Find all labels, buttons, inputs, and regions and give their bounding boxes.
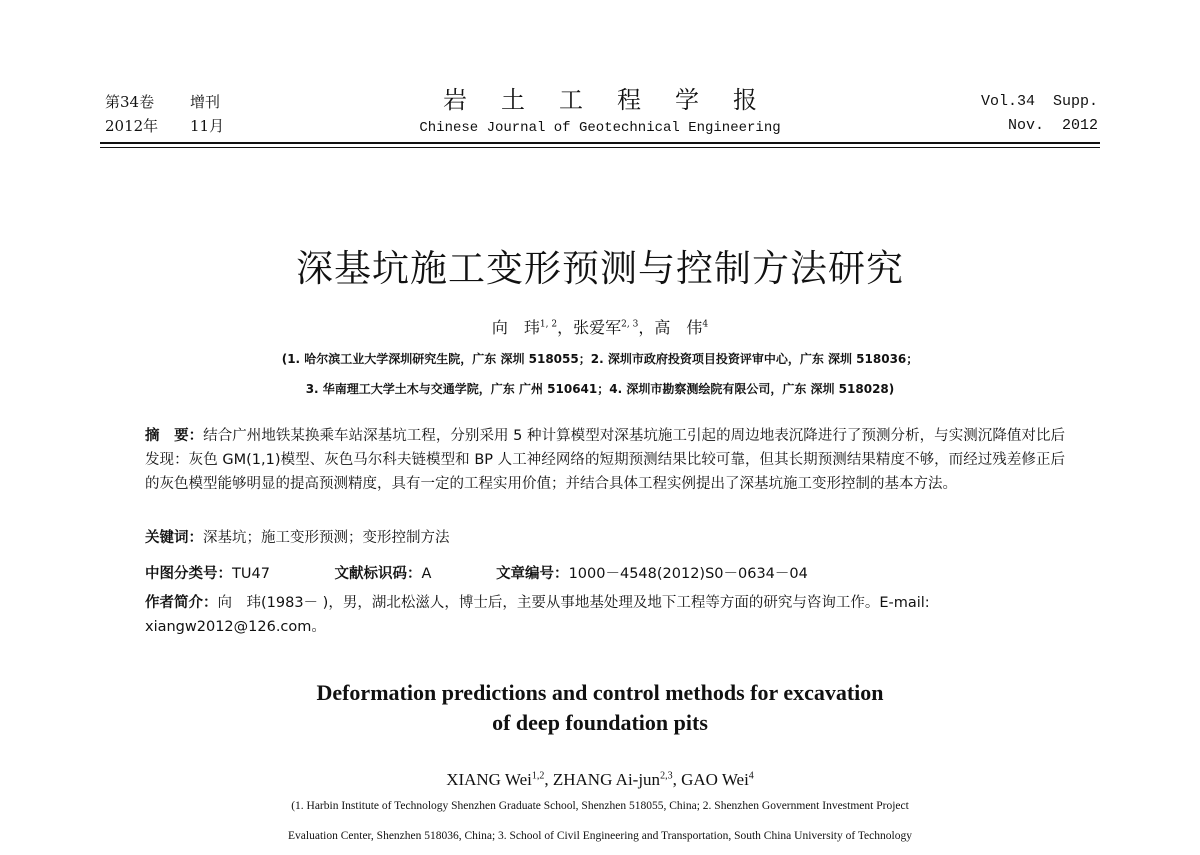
header-rule-thin — [100, 147, 1100, 148]
affiliation-en-line2: Evaluation Center, Shenzhen 518036, China; 3. School of Civil Engineering and Transportation, South China University of Technology — [288, 830, 912, 842]
keywords-label: 关键词： — [145, 530, 203, 546]
supplement-label: 增刊 — [190, 93, 221, 111]
affiliation-en-line1: (1. Harbin Institute of Technology Shenzhen Graduate School, Shenzhen 518055, China; 2. Shenzhen Government Investment Project — [291, 800, 909, 812]
author-name: 张爱军 — [573, 318, 622, 337]
author-affil-sup: 2, 3 — [621, 319, 639, 330]
author-affil-sup-en: 4 — [748, 770, 754, 782]
author-name-en: XIANG Wei — [446, 770, 532, 789]
header-issue-info — [981, 90, 1098, 138]
article-number-value: 1000－4548(2012)S0－0634－04 — [568, 566, 808, 582]
author-list-en: XIANG Wei$^{1,2}$, ZHANG Ai-jun$^{2,3}$, GAO Wei$^4$ — [446, 770, 754, 789]
classification-row — [145, 562, 1065, 586]
affiliation-cn-line1: (1. 哈尔滨工业大学深圳研究生院，广东 深圳 518055；2. 深圳市政府投资项目投资评审中心，广东 深圳 518036； — [281, 352, 919, 366]
month-label: 11月 — [190, 117, 225, 135]
title-en-line2: of deep foundation pits — [492, 710, 708, 735]
author-name: 向 玮 — [491, 318, 540, 337]
keywords-text: 深基坑；施工变形预测；变形控制方法 — [203, 530, 450, 546]
abstract-text: 结合广州地铁某换乘车站深基坑工程，分别采用 5 种计算模型对深基坑施工引起的周边地表沉降进行了预测分析，与实测沉降值对比后发现：灰色 GM(1,1)模型、灰色马尔科夫链模型和 BP 人工神经网络的短期预测结果比较可靠，但其长期预测结果精度不够，而经过残差修正后的灰色模型能够明显的提高预测精度，具有一定的工程实用价值；并结合具体工程实例提出了深基坑施工变形控制的基本方法。 — [145, 428, 1065, 492]
journal-title-cn: 岩土工程学报 — [443, 86, 791, 114]
author-list-cn: 向 玮$^{1, 2}$，张爱军$^{2, 3}$，高 伟$^4$ — [491, 318, 709, 337]
volume-en: Vol.34 Supp. — [980, 93, 1098, 110]
doc-code-label: 文献标识码： — [334, 566, 422, 582]
author-affil-sup-en: 2,3 — [660, 770, 673, 782]
author-affil-sup: 1, 2 — [539, 319, 558, 330]
abstract-label: 摘 要： — [145, 428, 204, 444]
affiliation-cn-line2: 3. 华南理工大学土木与交通学院，广东 广州 510641；4. 深圳市勘察测绘院有限公司，广东 深圳 518028) — [305, 382, 895, 396]
author-affil-sup-en: 1,2 — [531, 770, 545, 782]
title-en-line1: Deformation predictions and control methods for excavation — [316, 680, 884, 705]
date-en: Nov. 2012 — [1007, 117, 1098, 134]
author-name-en: ZHANG Ai-jun — [552, 770, 661, 789]
author-name-en: GAO Wei — [681, 770, 749, 789]
paper-title-en — [0, 678, 1200, 738]
keywords-cn — [145, 526, 1065, 550]
journal-masthead — [360, 84, 840, 138]
author-bio-text: 向 玮(1983－ )，男，湖北松滋人，博士后，主要从事地基处理及地下工程等方面的研究与咨询工作。E-mail: xiangw2012@126.com。 — [145, 595, 930, 635]
clc-label: 中图分类号： — [145, 566, 232, 582]
abstract-cn — [145, 424, 1065, 496]
paper-title-cn: 深基坑施工变形预测与控制方法研究 — [296, 247, 904, 290]
volume-number: 第34卷 — [105, 93, 155, 111]
author-bio-label: 作者简介： — [145, 595, 218, 611]
year-label: 2012年 — [105, 117, 159, 135]
header-volume-info — [105, 90, 224, 138]
doc-code-value: A — [421, 566, 432, 582]
author-name: 高 伟 — [654, 318, 703, 337]
header-rule-thick — [100, 142, 1100, 144]
author-affil-sup: 4 — [702, 319, 709, 330]
clc-value: TU47 — [232, 566, 270, 582]
author-bio — [145, 591, 1065, 639]
article-number-label: 文章编号： — [496, 566, 569, 582]
journal-title-en: Chinese Journal of Geotechnical Engineering — [419, 120, 781, 136]
